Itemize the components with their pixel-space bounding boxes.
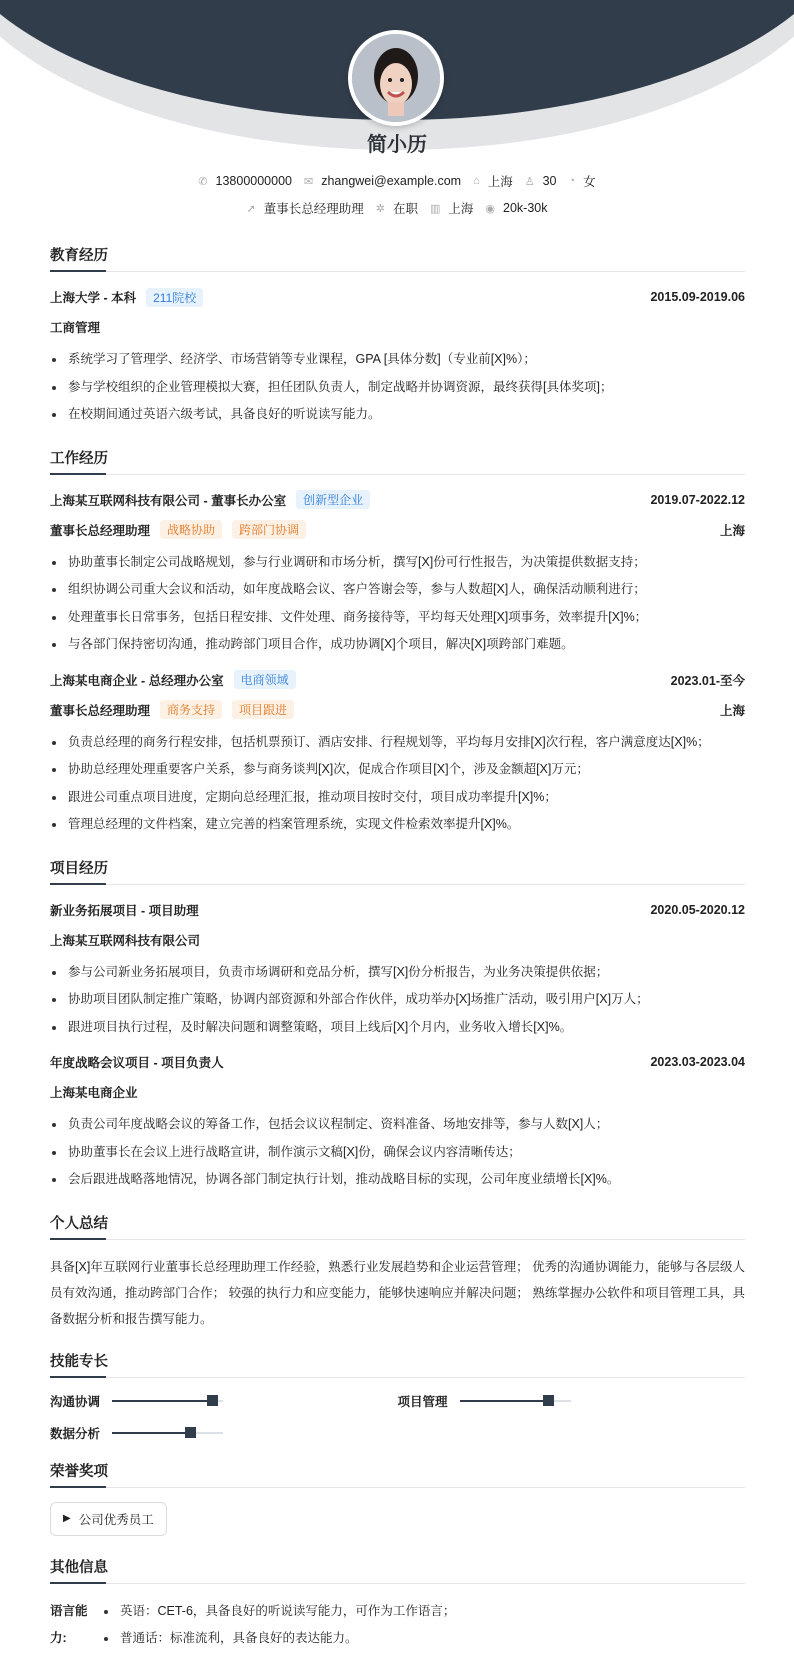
list-item: 英语：CET-6，具备良好的听说读写能力，可作为工作语言； [102, 1598, 455, 1626]
awards-section [50, 1460, 745, 1556]
company-tag: 电商领域 [234, 670, 296, 689]
school-tag: 211院校 [146, 288, 203, 307]
candidate-name: 简小历 [367, 134, 427, 156]
home-icon: ⌂ [473, 175, 480, 187]
company: 上海某电商企业 - 总经理办公室 [50, 673, 224, 688]
education-section [50, 244, 745, 429]
triangle-right-icon: ▶ [63, 1513, 71, 1524]
role-tag: 项目跟进 [232, 700, 294, 719]
date: 2019.07-2022.12 [650, 492, 745, 507]
summary-text: 具备[X]年互联网行业董事长总经理助理工作经验，熟悉行业发展趋势和企业运营管理； 优秀的沟通协调能力，能够与各层级人员有效沟通，推动跨部门合作； 较强的执行力和应变能力，能够快速响应并解决问题； 熟练掌握办公软件和项目管理工具，具备数据分析和报告撰写能力。 [50, 1259, 745, 1326]
project-org: 上海某互联网科技有限公司 [50, 933, 201, 948]
language-label: 语言能力: [50, 1603, 88, 1645]
section-title: 其他信息 [50, 1556, 745, 1584]
status-icon: ✲ [375, 202, 385, 215]
project-name: 年度战略会议项目 - 项目负责人 [50, 1056, 224, 1070]
skill-name: 沟通协调 [50, 1394, 101, 1409]
bullet-list [50, 549, 745, 659]
section-title: 工作经历 [50, 447, 745, 475]
job-intent-row [0, 199, 794, 217]
role: 董事长总经理助理 [50, 703, 151, 718]
skill-name: 数据分析 [50, 1426, 101, 1441]
list-item: 协助董事长制定公司战略规划，参与行业调研和市场分析，撰写[X]份可行性报告，为决策提供数据支持； [50, 549, 745, 577]
section-title: 技能专长 [50, 1350, 745, 1378]
skills-section [50, 1350, 745, 1442]
phone-icon: ✆ [198, 175, 208, 188]
bullet-list [102, 1598, 455, 1653]
role-row [50, 519, 745, 541]
list-item: 参与公司新业务拓展项目，负责市场调研和竞品分析，撰写[X]份分析报告，为业务决策提供依据； [50, 959, 745, 987]
resume-body [50, 244, 745, 1671]
skill-bar [112, 1400, 223, 1402]
list-item: 与各部门保持密切沟通，推动跨部门项目合作，成功协调[X]个项目，解决[X]项跨部门难题。 [50, 631, 745, 659]
gender-icon: ◔ [568, 175, 576, 187]
list-item: 协助总经理处理重要客户关系，参与商务谈判[X]次，促成合作项目[X]个，涉及金额超[X]万元； [50, 756, 745, 784]
bullet-list [50, 959, 745, 1042]
list-item: 跟进项目执行过程，及时解决问题和调整策略，项目上线后[X]个月内，业务收入增长[X]%。 [50, 1014, 745, 1042]
skill-bar-knob [543, 1395, 554, 1406]
list-item: 协助董事长在会议上进行战略宣讲，制作演示文稿[X]份，确保会议内容清晰传达； [50, 1139, 745, 1167]
skill-bar-fill [112, 1432, 190, 1434]
work-section [50, 447, 745, 839]
role-tag: 战略协助 [160, 520, 222, 539]
section-title: 教育经历 [50, 244, 745, 272]
salary: 20k-30k [503, 201, 548, 215]
send-icon: ➚ [246, 202, 256, 215]
role-row [50, 699, 745, 721]
bullet-list [50, 729, 745, 839]
skill-bar-fill [112, 1400, 212, 1402]
date: 2020.05-2020.12 [650, 902, 745, 917]
list-item: 处理董事长日常事务，包括日程安排、文件处理、商务接待等，平均每天处理[X]项事务，效率提升[X]%； [50, 604, 745, 632]
city: 上海 [719, 703, 745, 718]
role: 董事长总经理助理 [50, 523, 151, 538]
skill-item [50, 1424, 398, 1442]
list-item: 协助项目团队制定推广策略，协调内部资源和外部合作伙伴，成功举办[X]场推广活动，吸引用户[X]万人； [50, 986, 745, 1014]
list-item: 负责总经理的商务行程安排，包括机票预订、酒店安排、行程规划等，平均每月安排[X]次行程，客户满意度达[X]%； [50, 729, 745, 757]
section-title: 项目经历 [50, 857, 745, 885]
age-icon: ♙ [524, 175, 535, 188]
list-item: 会后跟进战略落地情况，协调各部门制定执行计划，推动战略目标的实现，公司年度业绩增长[X]%。 [50, 1166, 745, 1194]
bullet-list [50, 1111, 745, 1194]
major: 工商管理 [50, 321, 101, 335]
school: 上海大学 - 本科 [50, 291, 137, 305]
skill-bar-fill [460, 1400, 549, 1402]
project-header [50, 1051, 745, 1073]
avatar [348, 30, 444, 126]
language-info [50, 1598, 745, 1653]
date: 2023.01-至今 [670, 673, 745, 688]
list-item: 参与学校组织的企业管理模拟大赛，担任团队负责人，制定战略并协调资源，最终获得[具体奖项]； [50, 374, 745, 402]
work-header [50, 489, 745, 511]
skill-bar [112, 1432, 223, 1434]
skill-bar [460, 1400, 571, 1402]
location: 上海 [487, 175, 513, 189]
email: zhangwei@example.com [321, 174, 462, 188]
company-tag: 创新型企业 [296, 490, 370, 509]
list-item: 负责公司年度战略会议的筹备工作，包括会议议程制定、资料准备、场地安排等，参与人数[X]人； [50, 1111, 745, 1139]
role-tag: 跨部门协调 [232, 520, 306, 539]
education-header [50, 286, 745, 308]
list-item: 系统学习了管理学、经济学、市场营销等专业课程，GPA [具体分数]（专业前[X]%）； [50, 346, 745, 374]
target-city: 上海 [448, 202, 474, 216]
skill-bar-knob [207, 1395, 218, 1406]
project-name: 新业务拓展项目 - 项目助理 [50, 903, 199, 918]
section-title: 个人总结 [50, 1212, 745, 1240]
list-item: 管理总经理的文件档案，建立完善的档案管理系统，实现文件检索效率提升[X]%。 [50, 811, 745, 839]
list-item: 组织协调公司重大会议和活动，如年度战略会议、客户答谢会等，参与人数超[X]人，确保活动顺利进行； [50, 576, 745, 604]
company: 上海某互联网科技有限公司 - 董事长办公室 [50, 493, 287, 508]
contact-row [0, 172, 794, 190]
summary-section [50, 1212, 745, 1332]
mail-icon: ✉ [304, 175, 314, 188]
list-item: 普通话：标准流利，具备良好的表达能力。 [102, 1625, 455, 1653]
work-header [50, 669, 745, 691]
list-item: 跟进公司重点项目进度，定期向总经理汇报，推动项目按时交付，项目成功率提升[X]%； [50, 784, 745, 812]
skill-item [50, 1392, 398, 1410]
building-icon: ▥ [429, 202, 441, 215]
skills-grid [50, 1392, 745, 1442]
skill-name: 项目管理 [397, 1394, 448, 1409]
role-tag: 商务支持 [160, 700, 222, 719]
phone: 13800000000 [215, 174, 292, 188]
section-title: 荣誉奖项 [50, 1460, 745, 1488]
award-item [50, 1502, 167, 1536]
salary-icon: ◉ [485, 202, 495, 215]
award-name: 公司优秀员工 [78, 1512, 154, 1527]
date: 2015.09-2019.06 [650, 290, 745, 304]
bullet-list [50, 346, 745, 429]
project-org: 上海某电商企业 [50, 1086, 138, 1100]
skill-bar-knob [185, 1427, 196, 1438]
list-item: 在校期间通过英语六级考试，具备良好的听说读写能力。 [50, 401, 745, 429]
gender: 女 [583, 175, 596, 189]
target-job: 董事长总经理助理 [263, 202, 364, 216]
date: 2023.03-2023.04 [650, 1055, 745, 1069]
projects-section [50, 857, 745, 1194]
job-status: 在职 [392, 202, 418, 216]
skill-item [398, 1392, 746, 1410]
project-header [50, 899, 745, 921]
age: 30 [542, 174, 557, 188]
city: 上海 [719, 523, 745, 538]
